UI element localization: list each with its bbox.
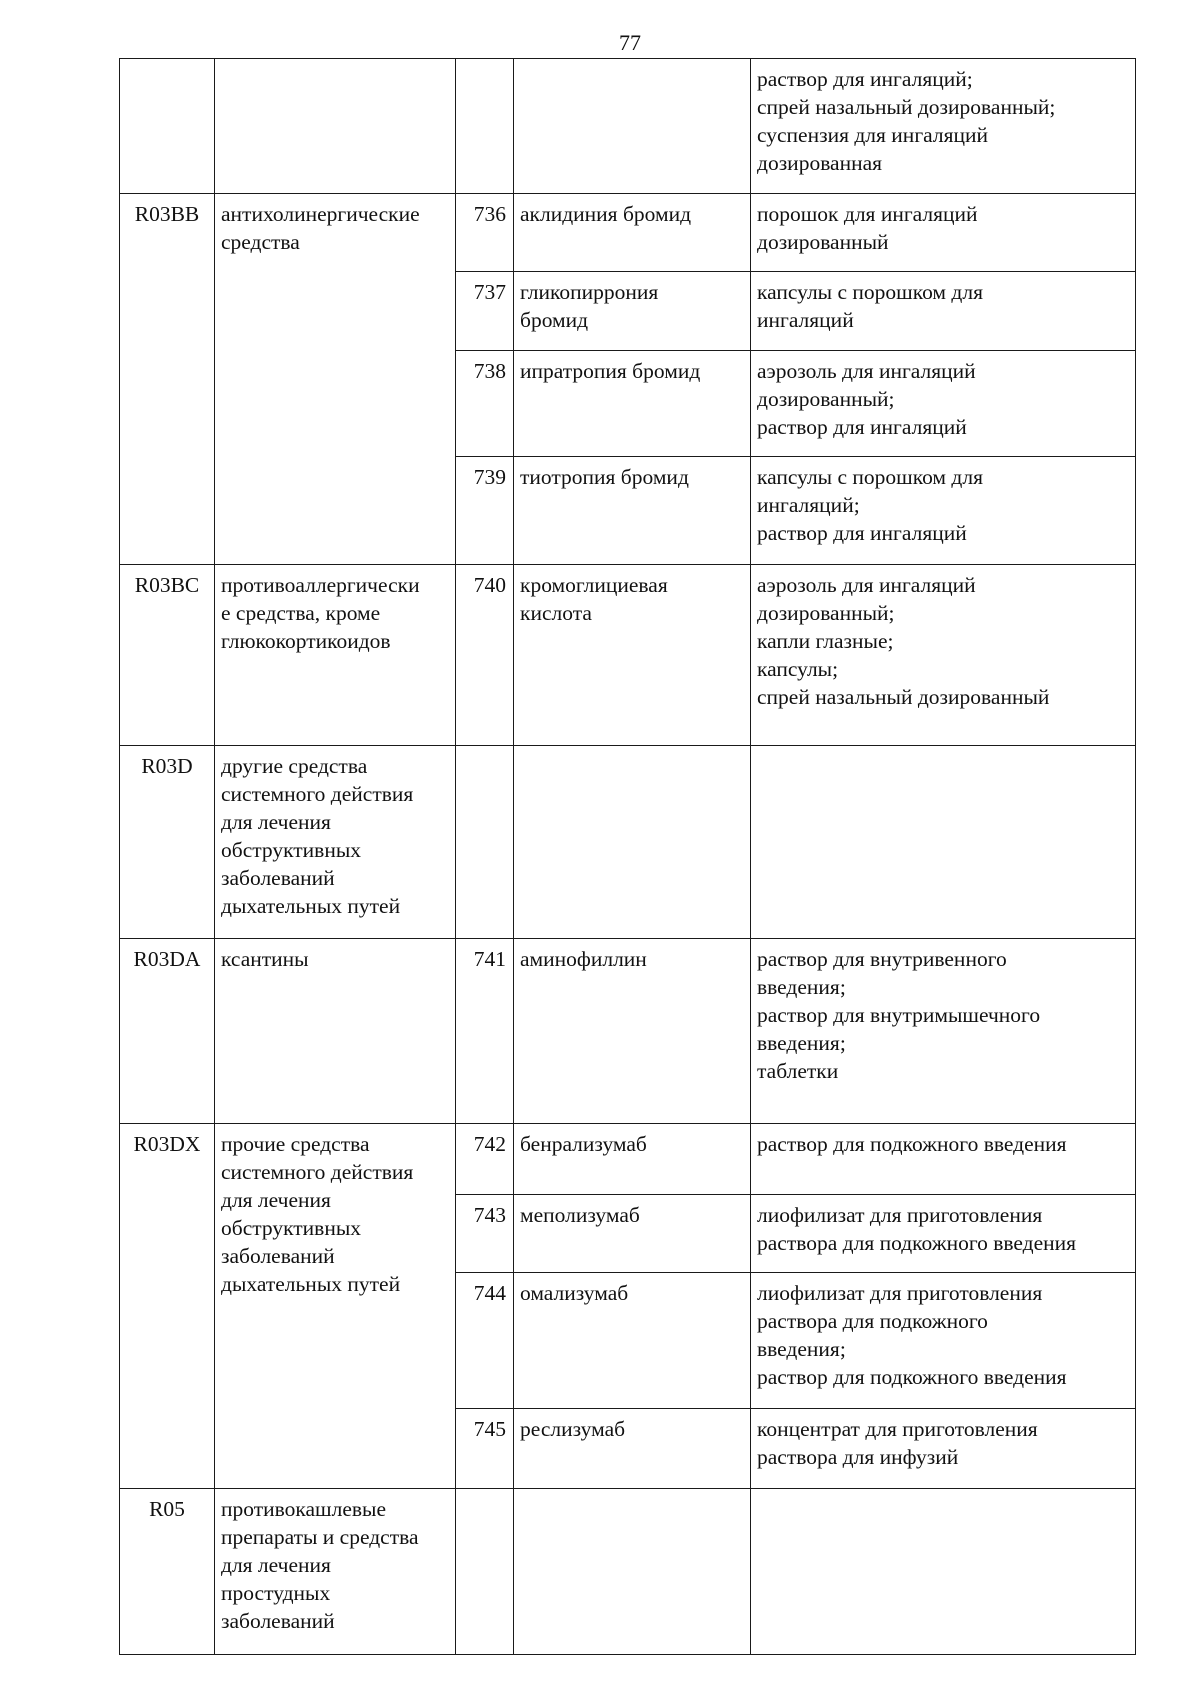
group-name-cell-line: заболеваний <box>221 1244 335 1268</box>
drug-name-cell <box>514 746 751 939</box>
dosage-form-cell-line: раствора для подкожного введения <box>757 1231 1077 1255</box>
dosage-form-cell <box>751 939 1136 1124</box>
drug-name-cell <box>514 351 751 457</box>
dosage-form-cell-line: дозированный <box>757 230 889 254</box>
item-number-cell <box>456 457 514 565</box>
dosage-form-cell-line: спрей назальный дозированный; <box>757 95 1056 119</box>
atc-code-cell <box>120 59 215 194</box>
table-row <box>120 939 1136 1124</box>
atc-code-cell <box>120 565 215 746</box>
dosage-form-cell-line: капсулы; <box>757 657 839 681</box>
group-name-cell-line: противокашлевые <box>221 1497 387 1521</box>
item-number-cell <box>456 351 514 457</box>
drug-name-cell <box>514 457 751 565</box>
drug-name-cell-line: бромид <box>520 308 589 332</box>
dosage-form-cell-line: суспензия для ингаляций <box>757 123 988 147</box>
group-name-cell-line: антихолинергические <box>221 202 420 226</box>
item-number: 737 <box>473 280 506 304</box>
group-name-cell <box>215 1489 456 1655</box>
atc-code <box>120 59 214 65</box>
dosage-form-cell-line: аэрозоль для ингаляций <box>757 573 976 597</box>
drug-name-cell-line: омализумаб <box>520 1281 629 1305</box>
group-name-cell-line: противоаллергически <box>221 573 420 597</box>
group-name-cell-line: е средства, кроме <box>221 601 381 625</box>
drug-name-cell-line: меполизумаб <box>520 1203 640 1227</box>
group-name-cell-line: заболеваний <box>221 1609 335 1633</box>
page-number: 77 <box>619 30 641 55</box>
drug-name-cell-line: кислота <box>520 601 592 625</box>
atc-code-cell <box>120 746 215 939</box>
drug-name-cell-line: кромоглициевая <box>520 573 668 597</box>
table-row <box>120 194 1136 272</box>
table-row <box>120 59 1136 194</box>
dosage-form-cell <box>751 1409 1136 1489</box>
item-number <box>456 746 513 752</box>
drug-name-cell-line: аклидиния бромид <box>520 202 692 226</box>
item-number-cell <box>456 272 514 351</box>
drug-name-cell <box>514 1489 751 1655</box>
dosage-form-cell <box>751 457 1136 565</box>
group-name-cell-line: системного действия <box>221 1160 414 1184</box>
drug-name-cell-line: аминофиллин <box>520 947 647 971</box>
dosage-form-cell <box>751 1124 1136 1195</box>
item-number <box>456 59 513 65</box>
atc-code-cell <box>120 939 215 1124</box>
dosage-form-cell-line: лиофилизат для приготовления <box>757 1281 1043 1305</box>
dosage-form-cell <box>751 746 1136 939</box>
item-number-cell <box>456 1489 514 1655</box>
item-number-cell <box>456 565 514 746</box>
group-name-cell-line: для лечения <box>221 1188 331 1212</box>
dosage-form-cell-line: ингаляций <box>757 308 854 332</box>
item-number-cell <box>456 939 514 1124</box>
dosage-form-cell <box>751 194 1136 272</box>
dosage-form-cell-line: введения; <box>757 1337 846 1361</box>
atc-code-cell <box>120 1124 215 1489</box>
dosage-form-cell-line: раствор для ингаляций <box>757 521 967 545</box>
drug-name-cell <box>514 939 751 1124</box>
group-name-cell-line: обструктивных <box>221 1216 362 1240</box>
dosage-form-cell-line: порошок для ингаляций <box>757 202 978 226</box>
dosage-form-cell <box>751 1489 1136 1655</box>
group-name-cell-line: системного действия <box>221 782 414 806</box>
item-number: 741 <box>473 947 506 971</box>
dosage-form-cell <box>751 59 1136 194</box>
dosage-form-cell-line: введения; <box>757 975 846 999</box>
group-name-cell <box>215 1124 456 1489</box>
drug-name-cell-line: гликопиррония <box>520 280 659 304</box>
drug-name-cell <box>514 1124 751 1195</box>
drug-name-cell <box>514 1409 751 1489</box>
group-name-cell-line: заболеваний <box>221 866 335 890</box>
dosage-form-cell-line: дозированная <box>757 151 883 175</box>
group-name-cell <box>215 59 456 194</box>
group-name-cell-line: прочие средства <box>221 1132 370 1156</box>
atc-code: R05 <box>149 1497 185 1521</box>
dosage-form-cell <box>751 272 1136 351</box>
item-number-cell <box>456 1409 514 1489</box>
table-body <box>120 59 1136 1655</box>
dosage-form-cell-line: раствор для подкожного введения <box>757 1132 1067 1156</box>
atc-code: R03DA <box>133 947 201 971</box>
dosage-form-cell-line: раствор для ингаляций; <box>757 67 973 91</box>
item-number: 739 <box>473 465 506 489</box>
item-number-cell <box>456 1195 514 1273</box>
dosage-form-cell-line: раствор для внутривенного <box>757 947 1007 971</box>
item-number <box>456 1489 513 1495</box>
group-name-cell-line: препараты и средства <box>221 1525 419 1549</box>
dosage-form-cell-line: аэрозоль для ингаляций <box>757 359 976 383</box>
group-name-cell-line: дыхательных путей <box>221 894 401 918</box>
item-number-cell <box>456 1124 514 1195</box>
item-number: 742 <box>473 1132 506 1156</box>
dosage-form-cell-line: раствор для подкожного введения <box>757 1365 1067 1389</box>
dosage-form-cell-line: капсулы с порошком для <box>757 465 983 489</box>
dosage-form-cell-line: раствора для инфузий <box>757 1445 959 1469</box>
item-number: 743 <box>473 1203 506 1227</box>
group-name-cell-line: ксантины <box>221 947 309 971</box>
atc-code: R03BB <box>134 202 200 226</box>
item-number: 745 <box>473 1417 506 1441</box>
table-row <box>120 565 1136 746</box>
item-number: 740 <box>473 573 506 597</box>
group-name-cell <box>215 194 456 565</box>
dosage-form-cell <box>751 351 1136 457</box>
group-name-cell <box>215 565 456 746</box>
item-number: 736 <box>473 202 506 226</box>
item-number-cell <box>456 746 514 939</box>
dosage-form-cell <box>751 565 1136 746</box>
group-name-cell <box>215 746 456 939</box>
group-name-cell-line: обструктивных <box>221 838 362 862</box>
dosage-form-cell-line: лиофилизат для приготовления <box>757 1203 1043 1227</box>
drug-name-cell <box>514 194 751 272</box>
dosage-form-cell-line: раствора для подкожного <box>757 1309 988 1333</box>
table-row <box>120 1489 1136 1655</box>
group-name-cell <box>215 939 456 1124</box>
drug-name-cell <box>514 1195 751 1273</box>
group-name-cell-line: другие средства <box>221 754 368 778</box>
item-number-cell <box>456 1273 514 1409</box>
group-name-cell-line: средства <box>221 230 300 254</box>
item-number-cell <box>456 59 514 194</box>
dosage-form-cell-line: концентрат для приготовления <box>757 1417 1038 1441</box>
dosage-form-cell-line: дозированный; <box>757 601 895 625</box>
atc-code-cell <box>120 1489 215 1655</box>
item-number: 744 <box>473 1281 506 1305</box>
drug-name-cell-line: реслизумаб <box>520 1417 626 1441</box>
dosage-form-cell-line: раствор для внутримышечного <box>757 1003 1041 1027</box>
table-row <box>120 1124 1136 1195</box>
drug-name-cell <box>514 565 751 746</box>
group-name-cell-line: простудных <box>221 1581 331 1605</box>
drug-name-cell <box>514 59 751 194</box>
dosage-form-cell-line: ингаляций; <box>757 493 860 517</box>
item-number: 738 <box>473 359 506 383</box>
dosage-form-cell <box>751 1273 1136 1409</box>
table-row <box>120 746 1136 939</box>
drug-name-cell-line: тиотропия бромид <box>520 465 689 489</box>
atc-code: R03DX <box>133 1132 201 1156</box>
dosage-form-cell-line: раствор для ингаляций <box>757 415 967 439</box>
dosage-form-cell-line: таблетки <box>757 1059 839 1083</box>
dosage-form-cell <box>751 1195 1136 1273</box>
dosage-form-cell-line: капсулы с порошком для <box>757 280 983 304</box>
group-name-cell-line: глюкокортикоидов <box>221 629 391 653</box>
atc-code: R03D <box>141 754 193 778</box>
atc-code: R03BC <box>134 573 200 597</box>
drug-list-table <box>119 58 1136 1655</box>
dosage-form-cell-line: дозированный; <box>757 387 895 411</box>
dosage-form-cell-line: капли глазные; <box>757 629 894 653</box>
group-name-cell-line: для лечения <box>221 1553 331 1577</box>
dosage-form-cell-line: спрей назальный дозированный <box>757 685 1050 709</box>
group-name-cell-line: для лечения <box>221 810 331 834</box>
item-number-cell <box>456 194 514 272</box>
dosage-form-cell-line: введения; <box>757 1031 846 1055</box>
drug-name-cell <box>514 272 751 351</box>
drug-name-cell-line: бенрализумаб <box>520 1132 647 1156</box>
drug-name-cell <box>514 1273 751 1409</box>
atc-code-cell <box>120 194 215 565</box>
drug-name-cell-line: ипратропия бромид <box>520 359 701 383</box>
group-name-cell-line: дыхательных путей <box>221 1272 401 1296</box>
